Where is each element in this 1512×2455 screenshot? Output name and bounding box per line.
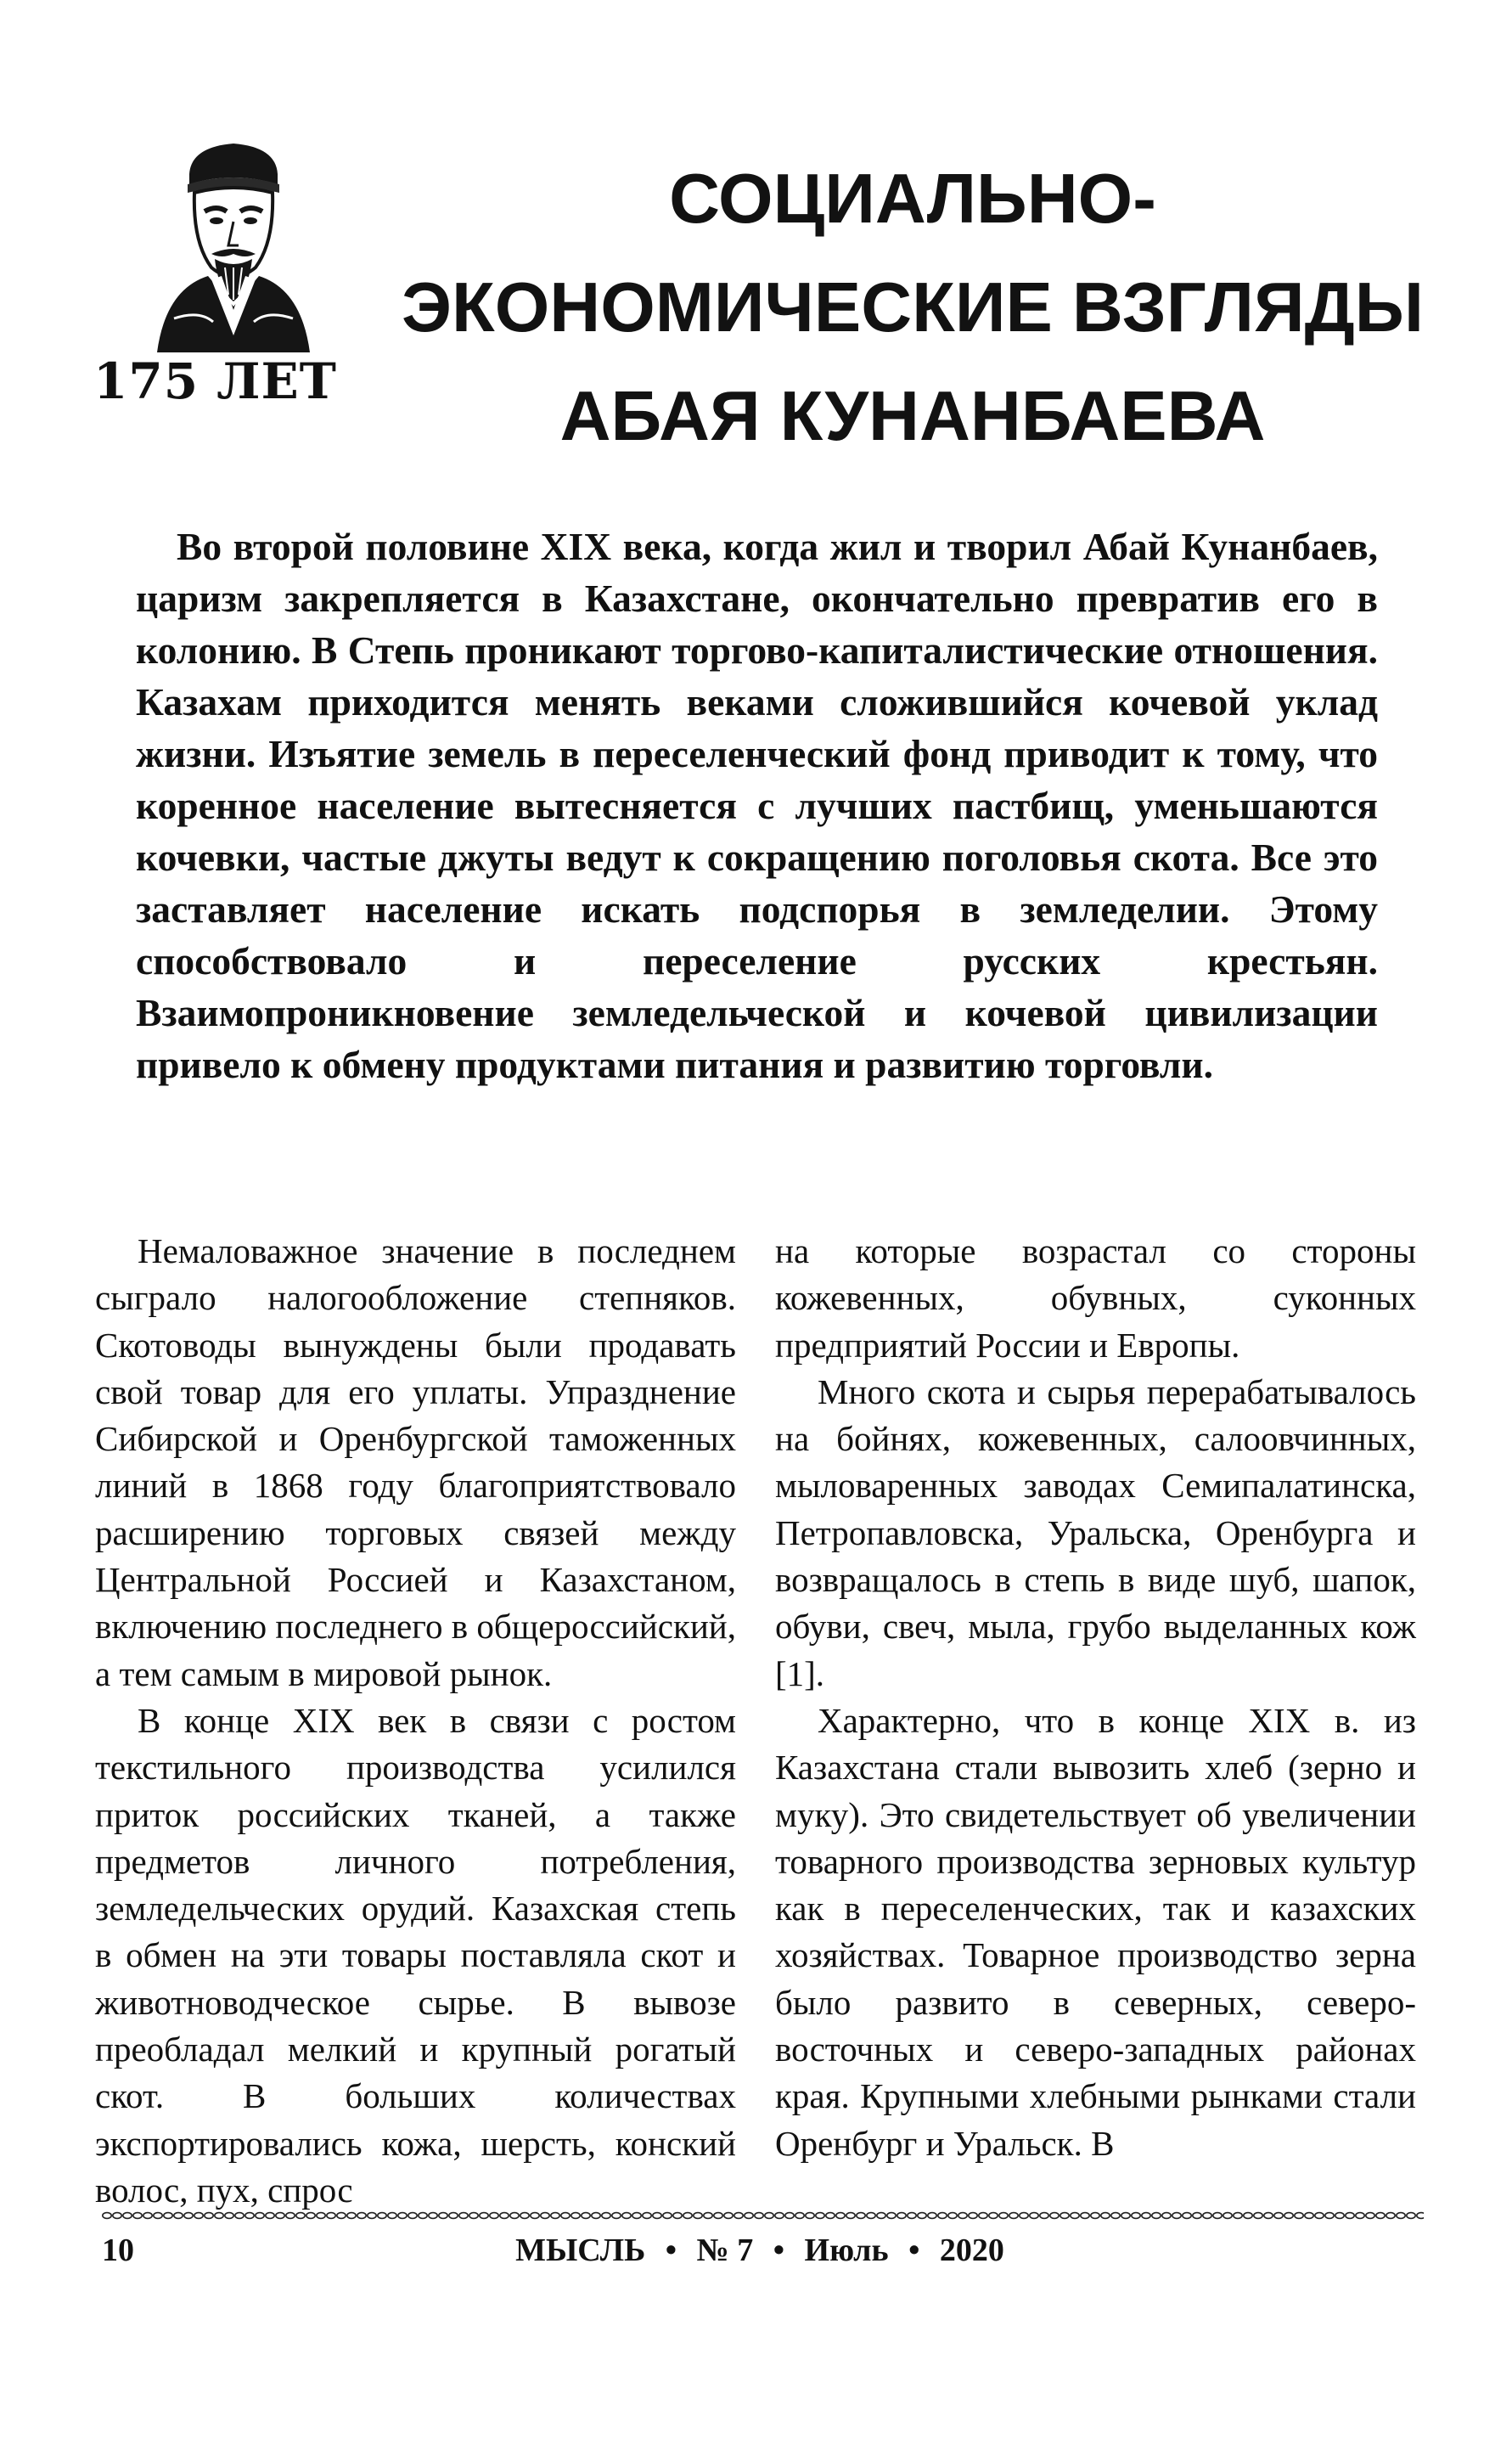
portrait-icon: [140, 140, 327, 352]
issue-year: 2020: [939, 2233, 1004, 2268]
ornamental-rule-icon: [102, 2210, 1424, 2221]
body-paragraph-continued: на которые возрастал со стороны кожевенных, обувных, суконных предприятий России и Европы.: [775, 1231, 1416, 1365]
separator: •: [665, 2233, 677, 2268]
title-line: АБАЯ КУНАНБАЕВА: [559, 376, 1266, 455]
article-title: [382, 144, 1443, 470]
separator: •: [908, 2233, 920, 2268]
anniversary-label: 175 ЛЕТ: [93, 352, 337, 410]
body-paragraph: В конце XIX век в связи с ростом текстильного производства усилился приток российских тканей, а также предметов личного потребления, земледельческих орудий. Казахская степь в обмен на эти товары поставляла скот и животноводческое сырье. В вывозе преобладал мелкий и крупный рогатый скот. В больших количествах экспортировались кожа, шерсть, конский волос, пух, спрос: [95, 1700, 736, 2210]
body-paragraph: Много скота и сырья перерабатывалось на бойнях, кожевенных, салоовчинных, мыловаренных заводах Семипалатинска, Петропавловска, Уральска, Оренбурга и возвращалось в степь в виде шуб, шапок, обуви, свеч, мыла, грубо выделанных кож [1].: [775, 1371, 1416, 1693]
issue-number: № 7: [696, 2233, 754, 2268]
body-column-left: [95, 1228, 736, 2214]
body-paragraph: Немаловажное значение в последнем сыграло налогообложение степняков. Скотоводы вынуждены были продавать свой товар для его уплаты. Упразднение Сибирской и Оренбургской таможенных линий в 1868 году благоприятствовало расширению торговых связей между Центральной Россией и Казахстаном, включению последнего в общероссийский, а тем самым в мировой рынок.: [95, 1231, 736, 1693]
title-line: СОЦИАЛЬНО-: [669, 159, 1156, 238]
issue-month: Июль: [804, 2233, 889, 2268]
page-number: 10: [102, 2233, 134, 2268]
journal-footer: [509, 2232, 1010, 2269]
body-column-right: [775, 1228, 1416, 2167]
body-paragraph: Характерно, что в конце XIX в. из Казахстана стали вывозить хлеб (зерно и муку). Это свидетельствует об увеличении товарного производства зерновых культур как в переселенческих, так и казахских хозяйствах. Товарное производство зерна было развито в северных, северо-восточных и северо-западных районах края. Крупными хлебными рынками стали Оренбург и Уральск. В: [775, 1700, 1416, 2163]
separator: •: [773, 2233, 785, 2268]
journal-name: МЫСЛЬ: [515, 2233, 646, 2268]
title-line: ЭКОНОМИЧЕСКИЕ ВЗГЛЯДЫ: [401, 267, 1425, 346]
lead-paragraph: Во второй половине XIX века, когда жил и творил Абай Кунанбаев, царизм закрепляется в Казахстане, окончательно превратив его в колонию. В Степь проникают торгово-капиталистические отношения. Казахам приходится менять веками сложившийся кочевой уклад жизни. Изъятие земель в переселенческий фонд приводит к тому, что коренное население вытесняется с лучших пастбищ, уменьшаются кочевки, частые джуты ведут к сокращению поголовья скота. Все это заставляет население искать подспорья в земледелии. Этому способствовало и переселение русских крестьян. Взаимопроникновение земледельческой и кочевой цивилизации привело к обмену продуктами питания и развитию торговли.: [136, 525, 1378, 1086]
